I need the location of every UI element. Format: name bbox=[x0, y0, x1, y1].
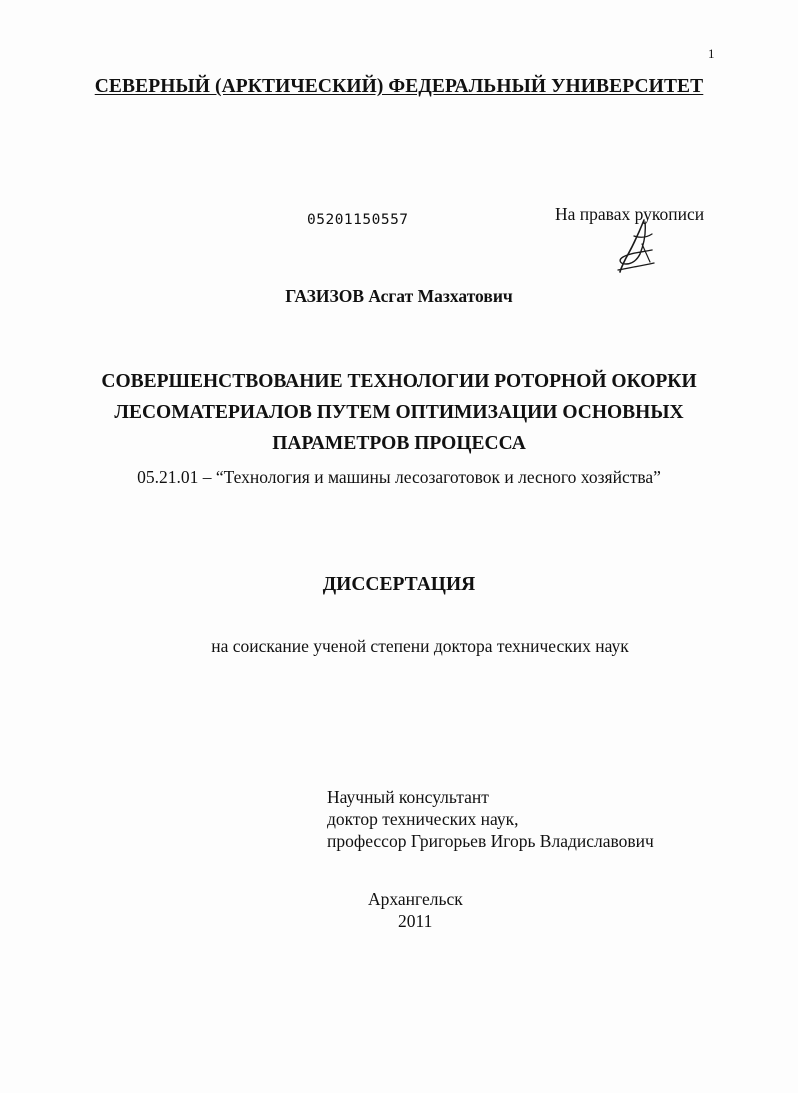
title-line-1: СОВЕРШЕНСТВОВАНИЕ ТЕХНОЛОГИИ РОТОРНОЙ ОКОРКИ bbox=[101, 371, 697, 392]
specialty-code: 05.21.01 – “Технология и машины лесозаготовок и лесного хозяйства” bbox=[137, 467, 661, 487]
university-name: СЕВЕРНЫЙ (АРКТИЧЕСКИЙ) ФЕДЕРАЛЬНЫЙ УНИВЕРСИТЕТ bbox=[94, 76, 704, 97]
consultant-name: профессор Григорьев Игорь Владиславович bbox=[327, 831, 654, 851]
archive-code: 05201150557 bbox=[307, 212, 409, 228]
degree-statement: на соискание ученой степени доктора технических наук bbox=[211, 636, 629, 656]
city: Архангельск bbox=[368, 889, 463, 909]
title-line-2: ЛЕСОМАТЕРИАЛОВ ПУТЕМ ОПТИМИЗАЦИИ ОСНОВНЫХ bbox=[114, 402, 684, 423]
consultant-role: Научный консультант bbox=[327, 787, 489, 807]
signature-icon bbox=[614, 218, 660, 276]
document-type: ДИССЕРТАЦИЯ bbox=[322, 574, 476, 595]
page-number: 1 bbox=[708, 46, 715, 61]
consultant-block bbox=[327, 786, 654, 852]
title-line-3: ПАРАМЕТРОВ ПРОЦЕССА bbox=[272, 433, 526, 454]
year: 2011 bbox=[398, 911, 433, 931]
author-name: ГАЗИЗОВ Асгат Мазхатович bbox=[285, 286, 513, 306]
consultant-degree: доктор технических наук, bbox=[327, 809, 519, 829]
manuscript-note: На правах рукописи bbox=[555, 204, 705, 224]
